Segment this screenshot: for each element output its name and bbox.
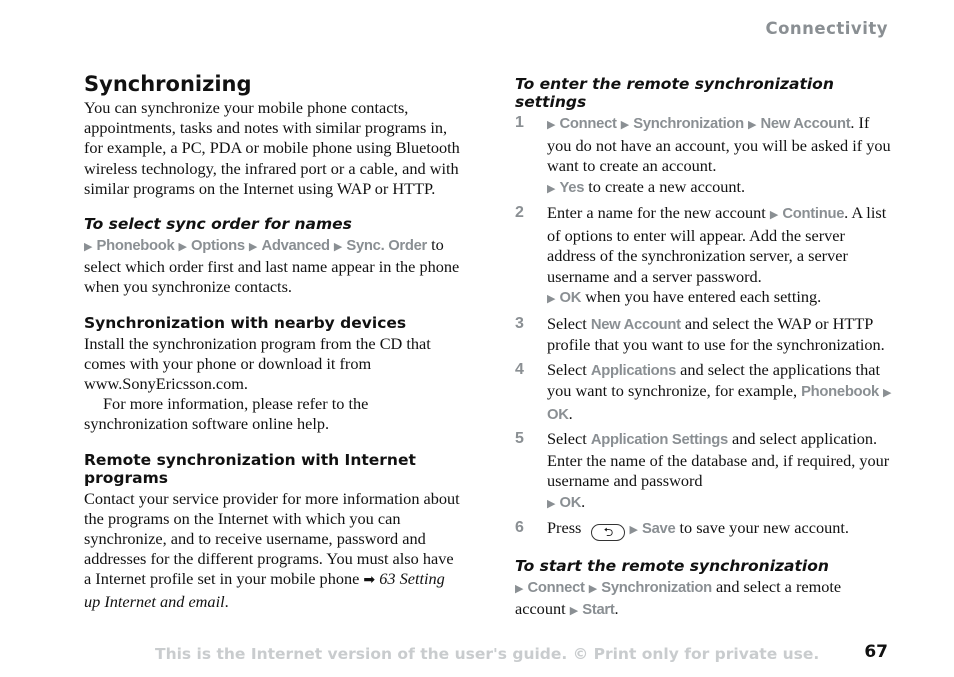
menu-item: New Account — [590, 316, 681, 333]
start-sync-paragraph — [515, 577, 895, 621]
arrow-icon: ▶ — [84, 241, 93, 254]
menu-item: Phonebook — [96, 238, 175, 255]
step-text: and select the WAP or HTTP profile that you want to use for the synchronization. — [547, 313, 885, 354]
step-number: 4 — [515, 360, 524, 378]
arrow-icon: ▶ — [248, 241, 258, 254]
right-column — [515, 72, 895, 621]
arrow-icon: ▶ — [629, 524, 638, 536]
menu-item: OK — [559, 290, 582, 306]
arrow-icon: ▶ — [569, 605, 579, 618]
remote-heading: Remote synchronization with Internet programs — [84, 450, 416, 487]
step-text: If you do not have an account, you will be asked if you want to create an account. — [547, 113, 891, 175]
step-text: when you have entered each setting. — [585, 287, 822, 306]
remote-text: Contact your service provider for more information about the programs on the Internet with which you can synchronize, and to receive username, password and addresses for the different programs. You must also have a Internet profile set in your mobile phone — [84, 488, 460, 589]
remote-end: . — [224, 591, 229, 611]
step-text: . — [850, 113, 855, 132]
reference-arrow-icon: ➡ — [363, 573, 376, 589]
sync-order-paragraph — [84, 235, 464, 298]
menu-item: Continue — [782, 206, 845, 222]
start-sync-heading: To start the remote synchronization — [515, 557, 829, 575]
page-reference[interactable]: 63 Setting up Internet and email — [84, 569, 445, 611]
menu-item: OK — [547, 406, 569, 423]
step-text: Select — [547, 359, 587, 379]
arrow-icon: ▶ — [747, 119, 757, 131]
step-number: 6 — [515, 519, 524, 536]
menu-item: Yes — [559, 179, 585, 196]
arrow-icon: ▶ — [178, 241, 187, 254]
nearby-heading: Synchronization with nearby devices — [84, 313, 407, 332]
arrow-icon: ▶ — [620, 119, 630, 131]
step-text: Select — [547, 429, 587, 448]
arrow-icon: ▶ — [333, 241, 343, 254]
arrow-icon: ▶ — [515, 583, 524, 595]
step-3 — [515, 314, 895, 356]
menu-item: Application Settings — [590, 432, 728, 448]
menu-item: Synchronization — [633, 116, 744, 132]
start-end: . — [614, 599, 619, 619]
menu-item: OK — [559, 494, 582, 511]
arrow-icon: ▶ — [547, 293, 556, 305]
menu-item: Advanced — [261, 238, 330, 255]
arrow-icon: ▶ — [769, 209, 779, 221]
step-text: and select the applications that you want to synchronize, for example, — [547, 359, 880, 400]
step-text: Select — [547, 313, 587, 333]
nearby-paragraph-1: Install the synchronization program from the CD that comes with your phone or download it from www.SonyEricsson.com. — [84, 333, 431, 394]
remote-paragraph — [84, 489, 464, 612]
step-number: 3 — [515, 314, 524, 332]
footer-notice: This is the Internet version of the user's guide. © Print only for private use. — [155, 645, 820, 663]
step-text: Press — [547, 518, 582, 537]
step-text: . — [568, 403, 573, 423]
step-text: and select application. Enter the name of the database and, if required, your username and password — [547, 429, 890, 490]
arrow-icon: ▶ — [547, 497, 556, 510]
step-number: 5 — [515, 430, 524, 447]
step-1 — [515, 113, 895, 199]
menu-item: Start — [582, 602, 615, 619]
page-title: Synchronizing — [84, 72, 252, 96]
step-text: to create a new account. — [588, 176, 746, 196]
arrow-icon: ▶ — [588, 583, 598, 595]
enter-settings-heading: To enter the remote synchronization settings — [515, 75, 834, 111]
step-6 — [515, 518, 895, 541]
step-text: . A list of options to enter will appear. Add the server address of the synchronization server, a server username and a server password. — [547, 203, 887, 286]
left-column — [84, 72, 464, 612]
nearby-paragraph-2: For more information, please refer to the synchronization software online help. — [84, 394, 369, 434]
arrow-icon: ▶ — [547, 119, 556, 131]
back-key-icon: ⮌ — [591, 524, 625, 541]
arrow-icon: ▶ — [883, 387, 892, 399]
intro-paragraph: You can synchronize your mobile phone contacts, appointments, tasks and notes with similar programs in, for example, a PC, PDA or mobile phone using Bluetooth wireless technology, the infrared port or a cable, and with similar programs on the Internet using WAP or HTTP. — [84, 98, 460, 198]
step-text: Enter a name for the new account — [547, 203, 766, 222]
menu-item: Connect — [527, 580, 585, 596]
page-number: 67 — [864, 642, 888, 662]
step-number: 1 — [515, 114, 524, 131]
step-4 — [515, 360, 895, 426]
menu-item: Synchronization — [601, 580, 712, 596]
sync-order-text: to select which order first and last name appear in the phone when you synchronize contacts. — [84, 235, 460, 297]
step-text: . — [581, 491, 586, 511]
section-header: Connectivity — [765, 19, 888, 38]
menu-item: Save — [642, 521, 676, 537]
menu-item: Sync. Order — [346, 238, 427, 255]
step-2 — [515, 203, 895, 310]
menu-item: Applications — [590, 362, 677, 379]
arrow-icon: ▶ — [547, 182, 556, 195]
menu-item: Options — [191, 238, 245, 255]
start-text: and select a remote account — [515, 577, 842, 619]
menu-item: Phonebook — [801, 384, 879, 400]
sync-order-heading: To select sync order for names — [84, 215, 352, 234]
step-text: to save your new account. — [679, 518, 849, 537]
step-5 — [515, 429, 895, 514]
menu-item: New Account — [760, 116, 851, 132]
menu-item: Connect — [559, 116, 617, 132]
step-number: 2 — [515, 204, 524, 221]
